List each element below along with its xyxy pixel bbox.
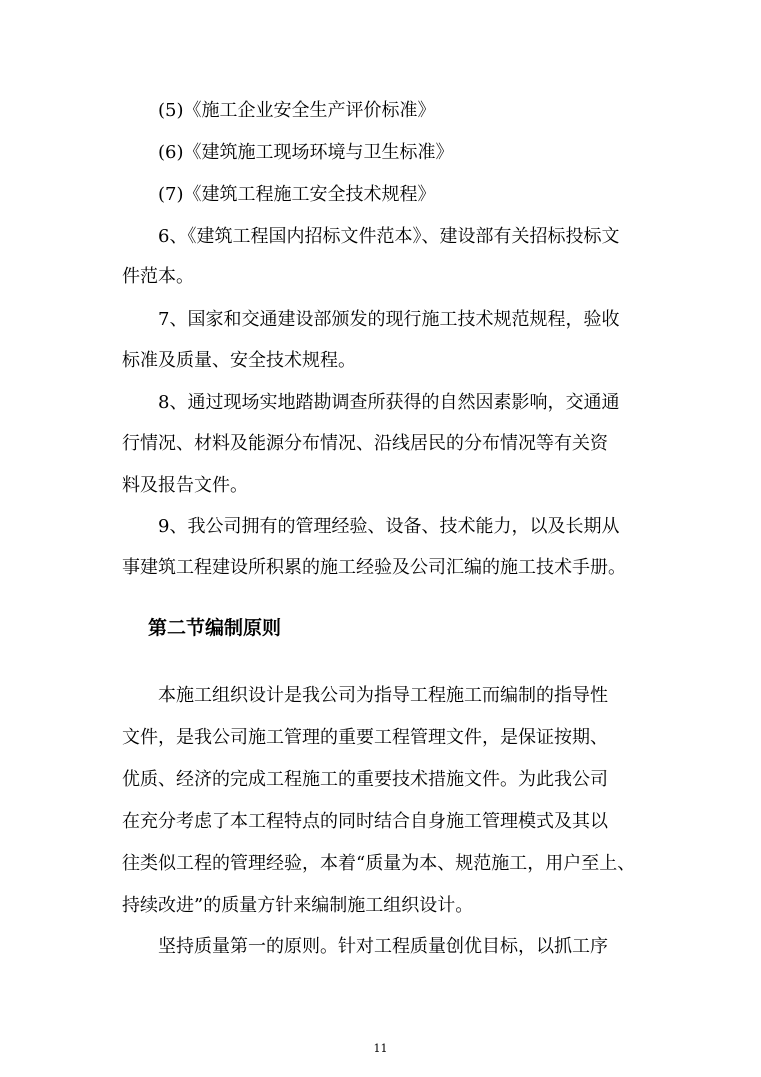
basis-item-9-line-1: 9、我公司拥有的管理经验、设备、技术能力，以及长期从 [158,516,620,537]
page-number: 11 [373,1042,388,1055]
basis-item-9-line-2: 事建筑工程建设所积累的施工经验及公司汇编的施工技术手册。 [122,557,626,578]
basis-item-8-line-3: 料及报告文件。 [122,475,248,496]
section-heading: 第二节编制原则 [148,617,282,639]
principle-paragraph-line-1: 本施工组织设计是我公司为指导工程施工而编制的指导性 [158,685,608,706]
basis-item-8-line-1: 8、通过现场实地踏勘调查所获得的自然因素影响，交通通 [158,392,620,413]
principle-paragraph-line-2: 文件，是我公司施工管理的重要工程管理文件，是保证按期、 [122,727,608,748]
basis-item-6-line-1: 6、《建筑工程国内招标文件范本》、建设部有关招标投标文 [158,226,620,247]
quality-principle-line-1: 坚持质量第一的原则。针对工程质量创优目标，以抓工序 [158,936,608,957]
basis-item-6-line-2: 件范本。 [122,266,194,287]
principle-paragraph-line-5: 往类似工程的管理经验，本着“质量为本、规范施工，用户至上、 [122,853,636,874]
basis-item-7-line-1: 7、国家和交通建设部颁发的现行施工技术规范规程，验收 [158,309,620,330]
basis-item-8-line-2: 行情况、材料及能源分布情况、沿线居民的分布情况等有关资 [122,433,608,454]
principle-paragraph-line-4: 在充分考虑了本工程特点的同时结合自身施工管理模式及其以 [122,811,608,832]
principle-paragraph-line-3: 优质、经济的完成工程施工的重要技术措施文件。为此我公司 [122,769,608,790]
basis-item-7-line-2: 标准及质量、安全技术规程。 [122,350,356,371]
reference-item-5: (5)《施工企业安全生产评价标准》 [158,100,436,121]
reference-item-6: (6)《建筑施工现场环境与卫生标准》 [158,142,454,163]
principle-paragraph-line-6: 持续改进”的质量方针来编制施工组织设计。 [122,895,474,916]
reference-item-7: (7)《建筑工程施工安全技术规程》 [158,184,436,205]
